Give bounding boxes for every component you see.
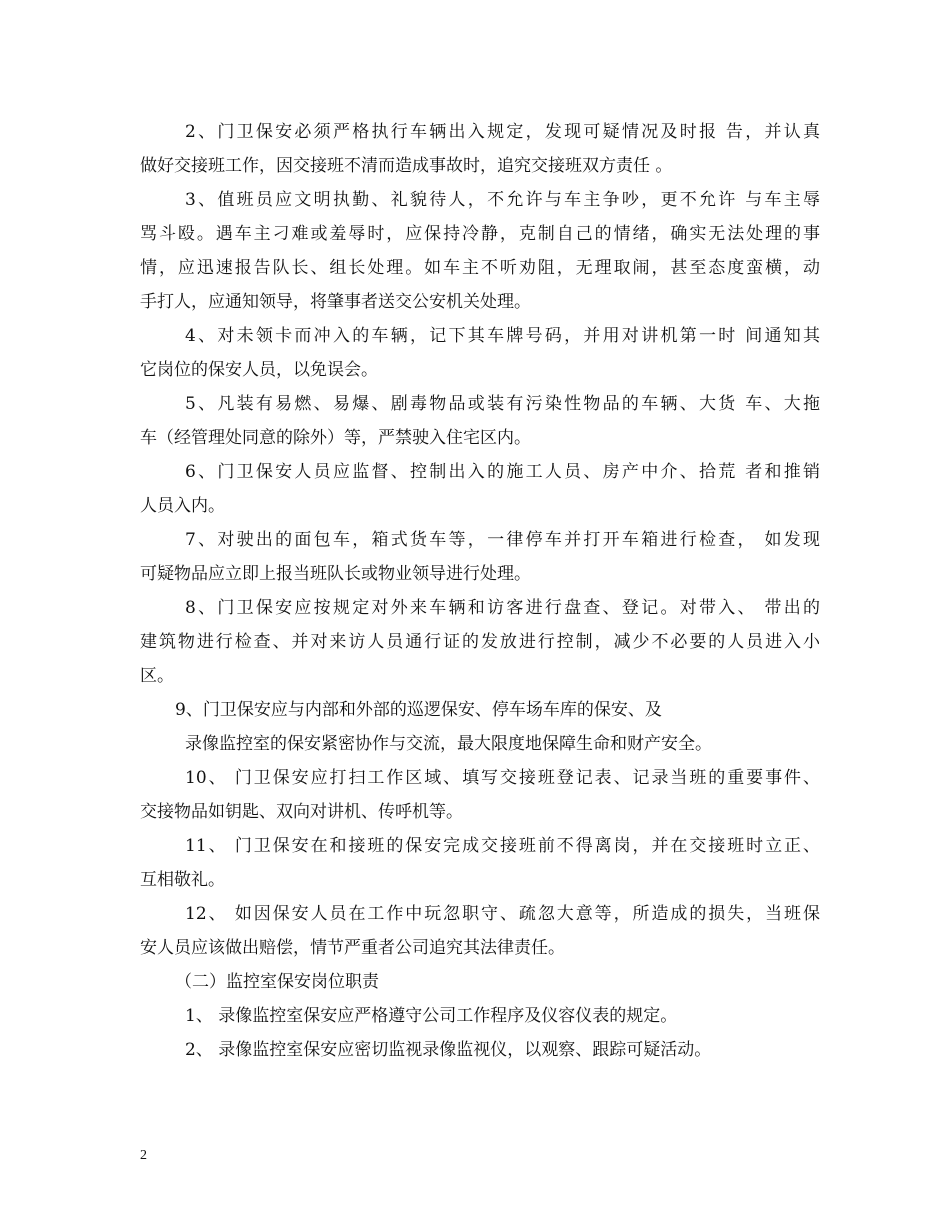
paragraph-3-line-2: 骂斗殴。遇车主刁难或羞辱时，应保持冷静，克制自己的情绪，确实无法处理的事 xyxy=(140,224,820,244)
section-heading: （二）监控室保安岗位职责 xyxy=(175,972,379,992)
paragraph-5-line-2: 车（经管理处同意的除外）等，严禁驶入住宅区内。 xyxy=(140,428,531,448)
paragraph-2-line-2: 做好交接班工作，因交接班不清而造成事故时，追究交接班双方责任 。 xyxy=(140,156,673,176)
paragraph-9-line-1: 9、门卫保安应与内部和外部的巡逻保安、停车场车库的保安、及 xyxy=(175,700,662,720)
paragraph-10-line-1: 10、 门卫保安应打扫工作区域、填写交接班登记表、记录当班的重要事件、 xyxy=(185,768,820,788)
paragraph-10-line-2: 交接物品如钥匙、双向对讲机、传呼机等。 xyxy=(140,802,463,822)
paragraph-6-line-2: 人员入内。 xyxy=(140,496,225,516)
paragraph-9-line-2: 录像监控室的保安紧密协作与交流，最大限度地保障生命和财产安全。 xyxy=(185,734,712,754)
paragraph-4-line-1: 4、对未领卡而冲入的车辆，记下其车牌号码，并用对讲机第一时 间通知其 xyxy=(185,326,820,346)
paragraph-11-line-1: 11、 门卫保安在和接班的保安完成交接班前不得离岗，并在交接班时立正、 xyxy=(185,836,820,856)
paragraph-6-line-1: 6、门卫保安人员应监督、控制出入的施工人员、房产中介、拾荒 者和推销 xyxy=(185,462,820,482)
paragraph-8-line-2: 建筑物进行检查、并对来访人员通行证的发放进行控制，减少不必要的人员进入小 xyxy=(140,632,820,652)
paragraph-3-line-3: 情，应迅速报告队长、组长处理。如车主不听劝阻，无理取闹，甚至态度蛮横，动 xyxy=(140,258,820,278)
paragraph-11-line-2: 互相敬礼。 xyxy=(140,870,225,890)
paragraph-3-line-1: 3、值班员应文明执勤、礼貌待人，不允许与车主争吵，更不允许 与车主辱 xyxy=(185,190,820,210)
paragraph-8-line-3: 区。 xyxy=(140,666,174,686)
paragraph-4-line-2: 它岗位的保安人员，以免误会。 xyxy=(140,360,378,380)
paragraph-7-line-2: 可疑物品应立即上报当班队长或物业领导进行处理。 xyxy=(140,564,531,584)
section-item-2: 2、 录像监控室保安应密切监视录像监视仪，以观察、跟踪可疑活动。 xyxy=(185,1040,712,1060)
paragraph-5-line-1: 5、凡装有易燃、易爆、剧毒物品或装有污染性物品的车辆、大货 车、大拖 xyxy=(185,394,820,414)
paragraph-3-line-4: 手打人，应通知领导，将肇事者送交公安机关处理。 xyxy=(140,292,531,312)
paragraph-12-line-2: 安人员应该做出赔偿，情节严重者公司追究其法律责任。 xyxy=(140,938,565,958)
page-number: 2 xyxy=(140,1148,147,1163)
paragraph-8-line-1: 8、门卫保安应按规定对外来车辆和访客进行盘查、登记。对带入、 带出的 xyxy=(185,598,820,618)
section-item-1: 1、 录像监控室保安应严格遵守公司工作程序及仪容仪表的规定。 xyxy=(185,1006,678,1026)
paragraph-2-line-1: 2、门卫保安必须严格执行车辆出入规定，发现可疑情况及时报 告，并认真 xyxy=(185,122,820,142)
paragraph-12-line-1: 12、 如因保安人员在工作中玩忽职守、疏忽大意等，所造成的损失，当班保 xyxy=(185,904,820,924)
paragraph-7-line-1: 7、对驶出的面包车，箱式货车等，一律停车并打开车箱进行检查， 如发现 xyxy=(185,530,820,550)
